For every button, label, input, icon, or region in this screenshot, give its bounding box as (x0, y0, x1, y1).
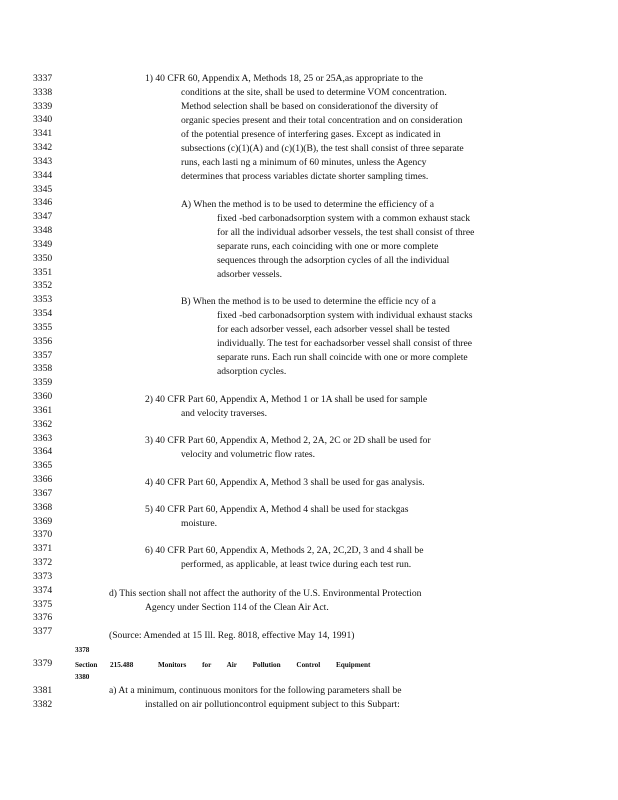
line-number: 3352 (33, 280, 53, 292)
line-number: 3362 (33, 418, 53, 430)
line-number: 3359 (33, 377, 53, 389)
line-number: 3360 (33, 391, 53, 403)
line-number: 3343 (33, 155, 53, 167)
line-number: 3358 (33, 363, 53, 375)
item-b-line-4: individually. The test for eachadsorber vessel shall consist of three (217, 338, 472, 349)
item-a-line-4: separate runs, each coinciding with one or more complete (217, 241, 439, 252)
line-number: 3367 (33, 487, 53, 499)
item-1-line-7: runs, each lasti ng a minimum of 60 minutes, unless the Agency (181, 157, 427, 168)
item-a-line-5: sequences through the adsorption cycles of all the individual (217, 255, 450, 266)
line-number: 3338 (33, 86, 53, 98)
item-1-line-1: 1) 40 CFR 60, Appendix A, Methods 18, 25 or 25A,as appropriate to the (145, 73, 423, 84)
line-number: 3372 (33, 557, 53, 569)
item-a-subpart-line-2: installed on air pollutioncontrol equipment subject to this Subpart: (145, 699, 400, 710)
line-number: 3371 (33, 543, 53, 555)
line-number: 3373 (33, 570, 53, 582)
line-number: 3374 (33, 584, 53, 596)
line-number: 3365 (33, 460, 53, 472)
line-number: 3347 (33, 211, 53, 223)
item-3-line-1: 3) 40 CFR Part 60, Appendix A, Method 2, 2A, 2C or 2D shall be used for (145, 435, 431, 446)
line-number: 3346 (33, 197, 53, 209)
item-d-line-1: d) This section shall not affect the authority of the U.S. Environmental Protection (109, 588, 422, 599)
line-number: 3340 (33, 114, 53, 126)
item-b-line-6: adsorption cycles. (217, 366, 287, 377)
item-1-line-8: determines that process variables dictate shorter sampling times. (181, 171, 429, 182)
section-number: 215.488 (110, 661, 134, 669)
item-2-line-1: 2) 40 CFR Part 60, Appendix A, Method 1 or 1A shall be used for sample (145, 394, 428, 405)
line-number: 3369 (33, 515, 53, 527)
item-6-line-2: performed, as applicable, at least twice during each test run. (181, 559, 412, 570)
line-number: 3353 (33, 294, 53, 306)
line-number-3378: 3378 (75, 646, 90, 654)
item-6-line-1: 6) 40 CFR Part 60, Appendix A, Methods 2, 2A, 2C,2D, 3 and 4 shall be (145, 545, 424, 556)
line-number: 3361 (33, 404, 53, 416)
line-number-3379: 3379 (33, 658, 53, 669)
line-number: 3342 (33, 142, 53, 154)
line-number: 3357 (33, 349, 53, 361)
item-a-line-3: for all the individual adsorber vessels, the test shall consist of three (217, 227, 475, 238)
line-number: 3368 (33, 501, 53, 513)
item-2-line-2: and velocity traverses. (181, 408, 268, 419)
item-a-line-2: fixed -bed carbonadsorption system with a common exhaust stack (217, 213, 471, 224)
item-1-line-2: conditions at the site, shall be used to determine VOM concentration. (181, 87, 447, 98)
line-number: 3354 (33, 308, 53, 320)
item-b-line-2: fixed -bed carbonadsorption system with individual exhaust stacks (217, 310, 473, 321)
line-number: 3344 (33, 169, 53, 181)
item-b-line-1: B) When the method is to be used to determine the efficie ncy of a (181, 296, 436, 307)
line-number: 3364 (33, 446, 53, 458)
item-a-line-6: adsorber vessels. (217, 269, 283, 280)
item-5-line-2: moisture. (181, 518, 217, 529)
line-number: 3339 (33, 100, 53, 112)
line-number: 3366 (33, 474, 53, 486)
line-number: 3370 (33, 529, 53, 541)
line-number: 3345 (33, 183, 53, 195)
line-number: 3355 (33, 321, 53, 333)
line-number: 3349 (33, 238, 53, 250)
line-number-3380: 3380 (75, 673, 90, 681)
line-number: 3337 (33, 73, 53, 84)
line-number: 3350 (33, 252, 53, 264)
item-1-line-4: organic species present and their total concentration and on consideration (181, 115, 463, 126)
item-1-line-3: Method selection shall be based on considerationof the diversity of (181, 101, 439, 112)
line-number: 3363 (33, 432, 53, 444)
item-1-line-5: of the potential presence of interfering gases. Except as indicated in (181, 129, 441, 140)
line-number: 3356 (33, 335, 53, 347)
line-number: 3351 (33, 266, 53, 278)
section-title: Monitors for Air Pollution Control Equipment (158, 661, 371, 669)
item-4-line-1: 4) 40 CFR Part 60, Appendix A, Method 3 shall be used for gas analysis. (145, 477, 425, 488)
section-label: Section (75, 661, 98, 669)
item-d-line-2: Agency under Section 114 of the Clean Air Act. (145, 602, 329, 613)
item-a-line-1: A) When the method is to be used to determine the efficiency of a (181, 199, 434, 210)
line-number: 3375 (33, 598, 53, 610)
item-b-line-3: for each adsorber vessel, each adsorber vessel shall be tested (217, 324, 450, 335)
line-number: 3348 (33, 225, 53, 237)
item-3-line-2: velocity and volumetric flow rates. (181, 449, 316, 460)
item-1-line-6: subsections (c)(1)(A) and (c)(1)(B), the test shall consist of three separate (181, 143, 464, 154)
line-number: 3376 (33, 612, 53, 624)
line-number: 3377 (33, 626, 53, 638)
item-5-line-1: 5) 40 CFR Part 60, Appendix A, Method 4 shall be used for stackgas (145, 504, 409, 515)
line-number: 3341 (33, 128, 53, 140)
item-a-subpart-line-1: a) At a minimum, continuous monitors for the following parameters shall be (109, 685, 402, 696)
line-number-3381: 3381 (33, 685, 53, 696)
line-number-3382: 3382 (33, 699, 53, 710)
item-b-line-5: separate runs. Each run shall coincide with one or more complete (217, 352, 468, 363)
source-note: (Source: Amended at 15 Ill. Reg. 8018, effective May 14, 1991) (109, 630, 355, 641)
